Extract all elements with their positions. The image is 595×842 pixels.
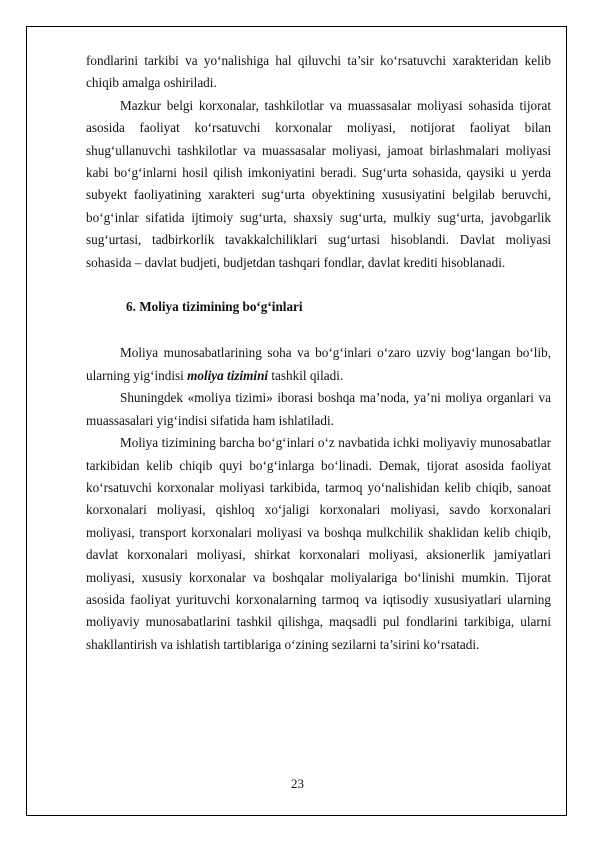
paragraph-alternate-meaning: Shuningdek «moliya tizimi» iborasi boshqa ma’noda, ya’ni moliya organlari va muassasalari yig‘indisi sifatida ham ishlatiladi. [86, 390, 551, 428]
page-number: 23 [291, 776, 304, 791]
emphasized-term: moliya tizimini [187, 367, 269, 383]
paragraph-segments-explanation: Mazkur belgi korxonalar, tashkilotlar va muassasalar moliyasi sohasida tijorat asosida faoliyat ko‘rsatuvchi korxonalar moliyasi, notijorat faoliyat bilan shug‘ullanuvchi tashkilotlar va muassasalar moliyasi, jamoat birlashmalari moliyasi kabi bo‘g‘inlarni hosil qilish imkoniyatini beradi. Sug‘urta sohasida, qaysiki u yerda subyekt faoliyatining xarakteri sug‘urta obyektining xususiyatini belgilab beruvchi, bo‘g‘inlar sifatida ijtimoiy sug‘urta, shaxsiy sug‘urta, mulkiy sug‘urta, javobgarlik sug‘urtasi, tadbirkorlik tavakkalchiliklari sug‘urtasi hisoblandi. Davlat moliyasi sohasida – davlat budjeti, budjetdan tashqari fondlar, davlat krediti hisoblanadi. [86, 97, 551, 270]
paragraph-definition [86, 342, 551, 387]
definition-text-after: tashkil qiladi. [268, 367, 344, 383]
paragraph-sub-segments: Moliya tizimining barcha bo‘g‘inlari o‘z navbatida ichki moliyaviy munosabatlar tarkibidan kelib chiqib quyi bo‘g‘inlarga bo‘linadi. Demak, tijorat asosida faoliyat ko‘rsatuvchi korxonalar moliyasi tarkibida, tarmoq yo‘nalishidan kelib chiqib, sanoat korxonalari moliyasi, qishloq xo‘jaligi korxonalari moliyasi, savdo korxonalari moliyasi, transport korxonalari moliyasi va boshqa mulkchilik shaklidan kelib chiqib, davlat korxonalari moliyasi, shirkat korxonalari moliyasi, aksionerlik jamiyatlari moliyasi, xususiy korxonalar va boshqalar moliyalariga bo‘linishi mumkin. Tijorat asosida faoliyat yurituvchi korxonalarning tarmoq va iqtisodiy xususiyatlari ularning moliyaviy munosabatlarini tashkil qilishga, maqsadli pul fondlarini tarkibiga, ularni shakllantirish va ishlatish tartiblariga o‘zining sezilarni ta’sirini ko‘rsatadi. [86, 435, 551, 652]
document-body [86, 50, 551, 656]
paragraph-continuation: fondlarini tarkibi va yo‘nalishiga hal qiluvchi ta’sir ko‘rsatuvchi xarakteridan kelib chiqib amalga oshiriladi. [86, 53, 551, 91]
section-heading: 6. Moliya tizimining bo‘g‘inlari [126, 299, 303, 315]
definition-text-before: Moliya munosabatlarining soha va bo‘g‘inlari o‘zaro uzviy bog‘langan bo‘lib, ularning yig‘indisi [86, 345, 551, 383]
